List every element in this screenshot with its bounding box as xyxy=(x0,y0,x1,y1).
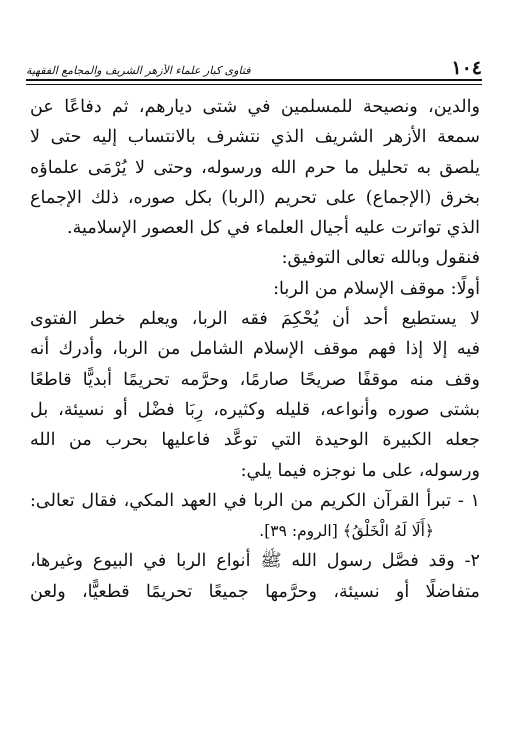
text-line: لا يستطيع أحد أن يُحْكِمَ فقه الربا، ويعلم خطر الفتوى xyxy=(30,309,480,330)
text-line: سمعة الأزهر الشريف الذي نتشرف بالانتساب إليه حتى لا xyxy=(30,127,480,148)
quran-verse: ﴿أَلَا لَهُ الْخَلْقُ﴾ [الروم: ٣٩]. xyxy=(259,522,434,541)
list-item: ١ - تبرأ القرآن الكريم من الربا في العهد المكي، فقال تعالى: xyxy=(30,490,480,511)
page-header xyxy=(26,56,482,78)
text-line: فنقول وبالله تعالى التوفيق: xyxy=(281,248,480,269)
text-line: متفاضلًا أو نسيئة، وحرَّمها جميعًا تحريمًا قطعيًّا، ولعن xyxy=(30,581,480,602)
section-heading: أولًا: موقف الإسلام من الربا: xyxy=(273,278,480,299)
text-line: فيه إلا إذا فهم موقف الإسلام الشامل من الربا، وأدرك أنه xyxy=(30,339,480,360)
body-text xyxy=(30,92,480,607)
header-rule xyxy=(26,79,482,81)
text-line: الذي تواترت عليه أجيال العلماء في كل العصور الإسلامية. xyxy=(67,218,480,239)
text-line: وقف منه موقفًا صريحًا صارمًا، وحرَّمه تحريمًا أبديًّا قاطعًا xyxy=(30,369,480,390)
running-title: فتاوى كبار علماء الأزهر الشريف والمجامع الفقهية xyxy=(26,64,251,77)
text-line: بشتى صوره وأنواعه، قليله وكثيره، رِبَا فضْل أو نسيئة، بل xyxy=(30,399,480,420)
text-line: يلصق به تحليل ما حرم الله ورسوله، وحتى لا يُرْمَى علماؤه xyxy=(30,157,480,178)
text-line: جعله الكبيرة الوحيدة التي توعَّد فاعليها بحرب من الله xyxy=(30,430,480,451)
text-line: والدين، ونصيحة للمسلمين في شتى ديارهم، ثم دفاعًا عن xyxy=(30,97,480,117)
header-rule-thin xyxy=(26,84,482,85)
page-number: ١٠٤ xyxy=(451,57,482,79)
text-line: ورسوله، على ما نوجزه فيما يلي: xyxy=(240,460,480,481)
list-item: ٢- وقد فصَّل رسول الله ﷺ أنواع الربا في البيوع وغيرها، xyxy=(30,551,480,572)
text-line: بخرق (الإجماع) على تحريم (الربا) بكل صوره، ذلك الإجماع xyxy=(30,187,480,208)
